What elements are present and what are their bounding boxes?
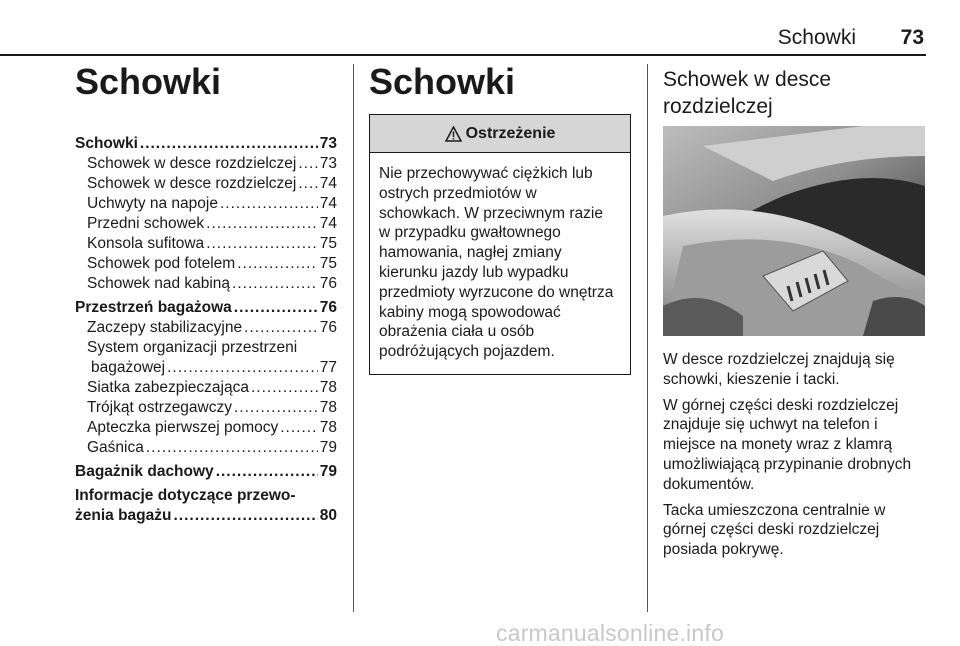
toc-entry[interactable] <box>75 254 337 274</box>
paragraph-line: umożliwiającą przypinanie drobnych <box>663 455 912 473</box>
header-title: Schowki <box>777 26 856 49</box>
warning-header <box>370 115 630 153</box>
warning-triangle-icon <box>445 126 462 142</box>
warning-title: Ostrzeżenie <box>465 124 556 142</box>
column-divider-right <box>647 64 648 612</box>
toc-entry-label: Przestrzeń bagażowa <box>75 299 232 316</box>
toc-leader-dots <box>244 318 318 338</box>
table-of-contents <box>75 134 337 526</box>
toc-leader-dots <box>220 194 318 214</box>
toc-entry-label: bagażowej <box>91 359 166 376</box>
paragraph <box>663 396 925 495</box>
header-rule <box>0 54 926 56</box>
paragraph-line: W desce rozdzielczej znajdują się <box>663 351 895 368</box>
toc-entry[interactable] <box>75 154 337 174</box>
toc-page-number: 73 <box>319 155 337 172</box>
warning-line: kabiny mogą spowodować <box>379 303 561 321</box>
paragraph-line: W górnej części deski rozdzielczej <box>663 396 899 414</box>
toc-page-number: 78 <box>319 399 337 416</box>
toc-page-number: 77 <box>319 359 337 376</box>
toc-entry-label: Apteczka pierwszej pomocy <box>87 419 279 436</box>
warning-line: przedmioty wyrzucone do wnętrza <box>379 283 614 301</box>
toc-entry-label: Schowek nad kabiną <box>87 275 231 292</box>
toc-page-number: 80 <box>319 507 337 524</box>
toc-page-number: 79 <box>319 463 337 480</box>
toc-entry[interactable] <box>75 486 337 506</box>
toc-page-number: 76 <box>319 275 337 292</box>
dashboard-storage-photo <box>663 126 925 336</box>
toc-entry-label: Informacje dotyczące przewo- <box>75 487 296 504</box>
toc-entry[interactable] <box>75 398 337 418</box>
paragraph <box>663 350 925 390</box>
toc-entry[interactable] <box>75 506 337 526</box>
toc-entry-label: Schowki <box>75 135 138 152</box>
toc-page-number: 78 <box>319 419 337 436</box>
toc-entry-label: Uchwyty na napoje <box>87 195 218 212</box>
paragraph-line: posiada pokrywę. <box>663 541 784 559</box>
toc-entry-label: Schowek w desce rozdzielczej <box>87 155 297 172</box>
warning-line: ostrych przedmiotów w <box>379 184 537 202</box>
toc-entry[interactable] <box>75 194 337 214</box>
toc-page-number: 74 <box>319 175 337 192</box>
paragraph-line: miejsce na monety wraz z klamrą <box>663 436 893 454</box>
paragraph-line: schowki, kieszenie i tacki. <box>663 370 840 388</box>
toc-entry[interactable] <box>75 214 337 234</box>
toc-entry[interactable] <box>75 298 337 318</box>
paragraph-line: dokumentów. <box>663 475 755 493</box>
warning-line: hamowania, nagłej zmiany <box>379 244 562 262</box>
page-header <box>0 0 960 54</box>
toc-leader-dots <box>206 214 318 234</box>
toc-leader-dots <box>173 506 317 526</box>
warning-line: kierunku jazdy lub wypadku <box>379 263 569 281</box>
toc-leader-dots <box>140 134 318 154</box>
toc-entry-label: Przedni schowek <box>87 215 205 232</box>
body-text <box>663 350 925 560</box>
section-title: Schowki <box>369 61 516 102</box>
toc-leader-dots <box>280 418 318 438</box>
toc-page-number: 75 <box>319 255 337 272</box>
paragraph <box>663 501 925 560</box>
toc-entry-label: Schowek w desce rozdzielczej <box>87 175 297 192</box>
warning-column <box>369 60 631 375</box>
toc-entry-label: System organizacji przestrzeni <box>87 339 298 356</box>
toc-page-number: 78 <box>319 379 337 396</box>
toc-page-number: 75 <box>319 235 337 252</box>
paragraph-line: znajduje się uchwyt na telefon i <box>663 416 878 434</box>
toc-column <box>75 60 337 526</box>
toc-entry[interactable] <box>75 358 337 378</box>
toc-page-number: 73 <box>319 135 337 152</box>
toc-entry-label: Zaczepy stabilizacyjne <box>87 319 243 336</box>
subsection-title <box>663 66 925 120</box>
paragraph-line: górnej części deski rozdzielczej <box>663 521 880 539</box>
toc-entry-label: Bagażnik dachowy <box>75 463 214 480</box>
toc-leader-dots <box>237 254 318 274</box>
toc-entry[interactable] <box>75 438 337 458</box>
column-divider-left <box>353 64 354 612</box>
toc-entry-label: Trójkąt ostrzegawczy <box>87 399 232 416</box>
toc-entry[interactable] <box>75 318 337 338</box>
toc-entry-label: Gaśnica <box>87 439 144 456</box>
toc-leader-dots <box>146 438 318 458</box>
chapter-title: Schowki <box>75 61 222 102</box>
warning-line: w przypadku gwałtownego <box>379 224 561 242</box>
toc-leader-dots <box>298 154 317 174</box>
toc-entry[interactable] <box>75 234 337 254</box>
warning-text <box>370 153 630 374</box>
toc-page-number: 74 <box>319 195 337 212</box>
toc-entry[interactable] <box>75 174 337 194</box>
subsection-title-line: Schowek w desce <box>663 68 832 91</box>
toc-entry-label: Konsola sufitowa <box>87 235 205 252</box>
watermark: carmanualsonline.info <box>496 620 724 646</box>
toc-page-number: 74 <box>319 215 337 232</box>
toc-page-number: 76 <box>319 319 337 336</box>
warning-box <box>369 114 631 375</box>
subsection-title-line: rozdzielczej <box>663 95 773 118</box>
warning-line: schowkach. W przeciwnym razie <box>379 204 603 222</box>
toc-leader-dots <box>298 174 317 194</box>
toc-leader-dots <box>234 398 318 418</box>
warning-line: Nie przechowywać ciężkich lub <box>379 165 593 182</box>
toc-leader-dots <box>234 298 318 318</box>
toc-leader-dots <box>206 234 318 254</box>
toc-entry[interactable] <box>75 418 337 438</box>
toc-entry[interactable] <box>75 338 337 358</box>
toc-entry-label: Siatka zabezpieczająca <box>87 379 249 396</box>
toc-entry[interactable] <box>75 378 337 398</box>
toc-entry[interactable] <box>75 462 337 482</box>
toc-entry-label: Schowek pod fotelem <box>87 255 236 272</box>
toc-page-number: 79 <box>319 439 337 456</box>
content-column <box>663 60 925 566</box>
toc-leader-dots <box>216 462 318 482</box>
toc-entry[interactable] <box>75 134 337 154</box>
page-number: 73 <box>900 26 924 49</box>
warning-line: obrażenia ciała u osób <box>379 323 535 341</box>
toc-page-number: 76 <box>319 299 337 316</box>
toc-leader-dots <box>167 358 318 378</box>
paragraph-line: Tacka umieszczona centralnie w <box>663 501 886 519</box>
warning-line: podróżujących pojazdem. <box>379 343 555 361</box>
toc-entry-label: żenia bagażu <box>75 507 172 524</box>
toc-leader-dots <box>232 274 318 294</box>
toc-leader-dots <box>251 378 318 398</box>
toc-entry[interactable] <box>75 274 337 294</box>
